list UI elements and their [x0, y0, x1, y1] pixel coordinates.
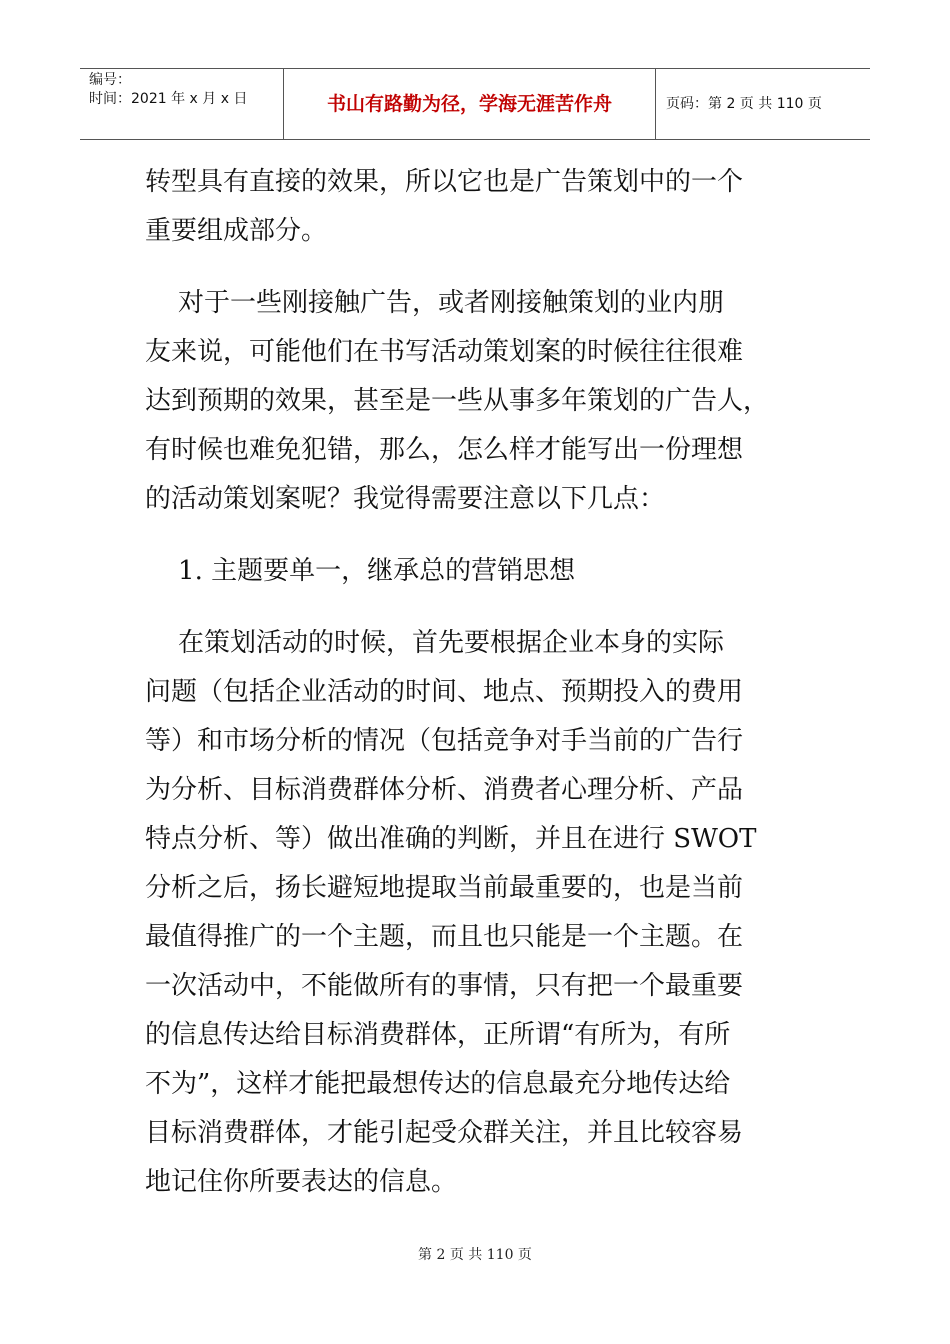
text-line: 有时候也难免犯错，那么，怎么样才能写出一份理想 — [145, 435, 744, 465]
text-line: 一次活动中，不能做所有的事情，只有把一个最重要 — [145, 971, 744, 1001]
text-line: 问题（包括企业活动的时间、地点、预期投入的费用 — [145, 677, 744, 707]
text-line: 特点分析、等）做出准确的判断，并且在进行 SWOT — [145, 824, 757, 854]
text-line: 不为”，这样才能把最想传达的信息最充分地传达给 — [145, 1069, 731, 1099]
header-page-cell — [656, 69, 870, 139]
text-line: 在策划活动的时候，首先要根据企业本身的实际 — [145, 628, 725, 658]
text-line: 为分析、目标消费群体分析、消费者心理分析、产品 — [145, 775, 744, 805]
document-body — [145, 158, 825, 1207]
text-line: 的活动策划案呢？我觉得需要注意以下几点： — [145, 484, 666, 514]
text-line: 达到预期的效果，甚至是一些从事多年策划的广告人， — [145, 386, 770, 416]
paragraph-3 — [145, 619, 825, 1207]
text-line: 对于一些刚接触广告，或者刚接触策划的业内朋 — [145, 288, 725, 318]
text-line: 1. 主题要单一，继承总的营销思想 — [145, 556, 576, 586]
page-header — [80, 68, 870, 140]
header-page-info: 页码：第 2 页 共 110 页 — [666, 96, 822, 112]
text-line: 等）和市场分析的情况（包括竞争对手当前的广告行 — [145, 726, 744, 756]
motto-text: 书山有路勤为径，学海无涯苦作舟 — [326, 93, 612, 115]
text-line: 的信息传达给目标消费群体，正所谓“有所为，有所 — [145, 1020, 731, 1050]
header-meta — [80, 69, 284, 139]
paragraph-2 — [145, 279, 825, 524]
paragraph-1 — [145, 158, 825, 256]
text-line: 友来说，可能他们在书写活动策划案的时候往往很难 — [145, 337, 744, 367]
document-date: 时间：2021 年 x 月 x 日 — [89, 91, 248, 107]
text-line: 地记住你所要表达的信息。 — [145, 1167, 458, 1197]
text-line: 目标消费群体，才能引起受众群关注，并且比较容易 — [145, 1118, 744, 1148]
text-line: 最值得推广的一个主题，而且也只能是一个主题。在 — [145, 922, 744, 952]
section-heading-1 — [145, 547, 825, 596]
text-line: 重要组成部分。 — [145, 216, 328, 246]
text-line: 分析之后，扬长避短地提取当前最重要的，也是当前 — [145, 873, 744, 903]
page-footer: 第 2 页 共 110 页 — [418, 1247, 532, 1263]
document-number-label: 编号： — [89, 72, 131, 88]
text-line: 转型具有直接的效果，所以它也是广告策划中的一个 — [145, 167, 744, 197]
header-motto-cell — [284, 69, 656, 139]
